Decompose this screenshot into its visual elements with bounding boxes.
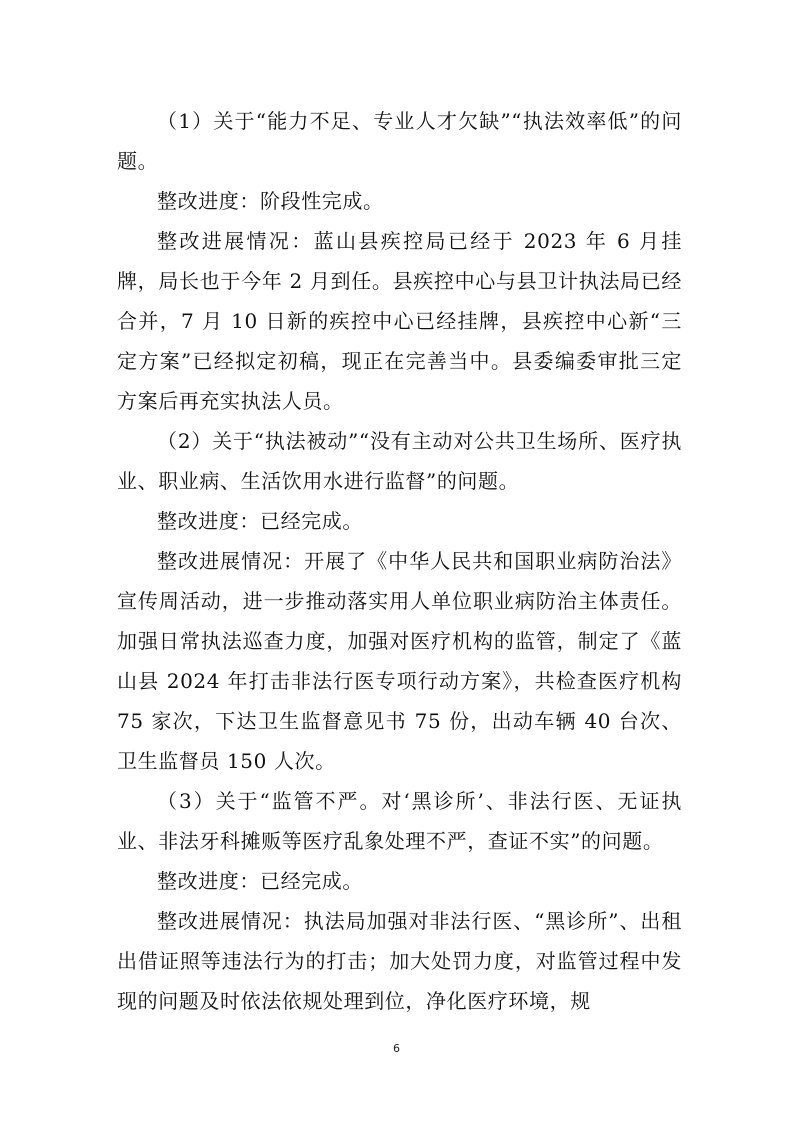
paragraph-details-3: 整改进展情况：执法局加强对非法行医、“黑诊所”、出租出借证照等违法行为的打击；加大处罚力度，对监管过程中发现的问题及时依法依规处理到位，净化医疗环境，规 xyxy=(117,909,682,1013)
paragraph-issue-3: （3）关于“监管不严。对‘黑诊所’、非法行医、无证执业、非法牙科摊贩等医疗乱象处理不严，查证不实”的问题。 xyxy=(117,789,682,853)
paragraph-progress-1: 整改进度：阶段性完成。 xyxy=(157,189,384,213)
paragraph-details-1: 整改进展情况：蓝山县疾控局已经于 2023 年 6 月挂牌，局长也于今年 2 月到任。县疾控中心与县卫计执法局已经合并，7 月 10 日新的疾控中心已经挂牌，县疾控中心新“三定方案”已经拟定初稿，现正在完善当中。县委编委审批三定方案后再充实执法人员。 xyxy=(117,229,682,413)
paragraph-details-2: 整改进展情况：开展了《中华人民共和国职业病防治法》宣传周活动，进一步推动落实用人单位职业病防治主体责任。加强日常执法巡查力度，加强对医疗机构的监管，制定了《蓝山县 2024 年打击非法行医专项行动方案》，共检查医疗机构 75 家次，下达卫生监督意见书 75 份，出动车辆 40 台次、卫生监督员 150 人次。 xyxy=(117,549,682,773)
paragraph-issue-2: （2）关于“执法被动”“没有主动对公共卫生场所、医疗执业、职业病、生活饮用水进行监督”的问题。 xyxy=(117,429,682,493)
paragraph-progress-3: 整改进度：已经完成。 xyxy=(157,869,363,893)
paragraph-progress-2: 整改进度：已经完成。 xyxy=(157,509,363,533)
paragraph-issue-1: （1）关于“能力不足、专业人才欠缺”“执法效率低”的问题。 xyxy=(117,109,682,173)
page-number: 6 xyxy=(393,1042,400,1055)
document-body xyxy=(117,101,682,1021)
